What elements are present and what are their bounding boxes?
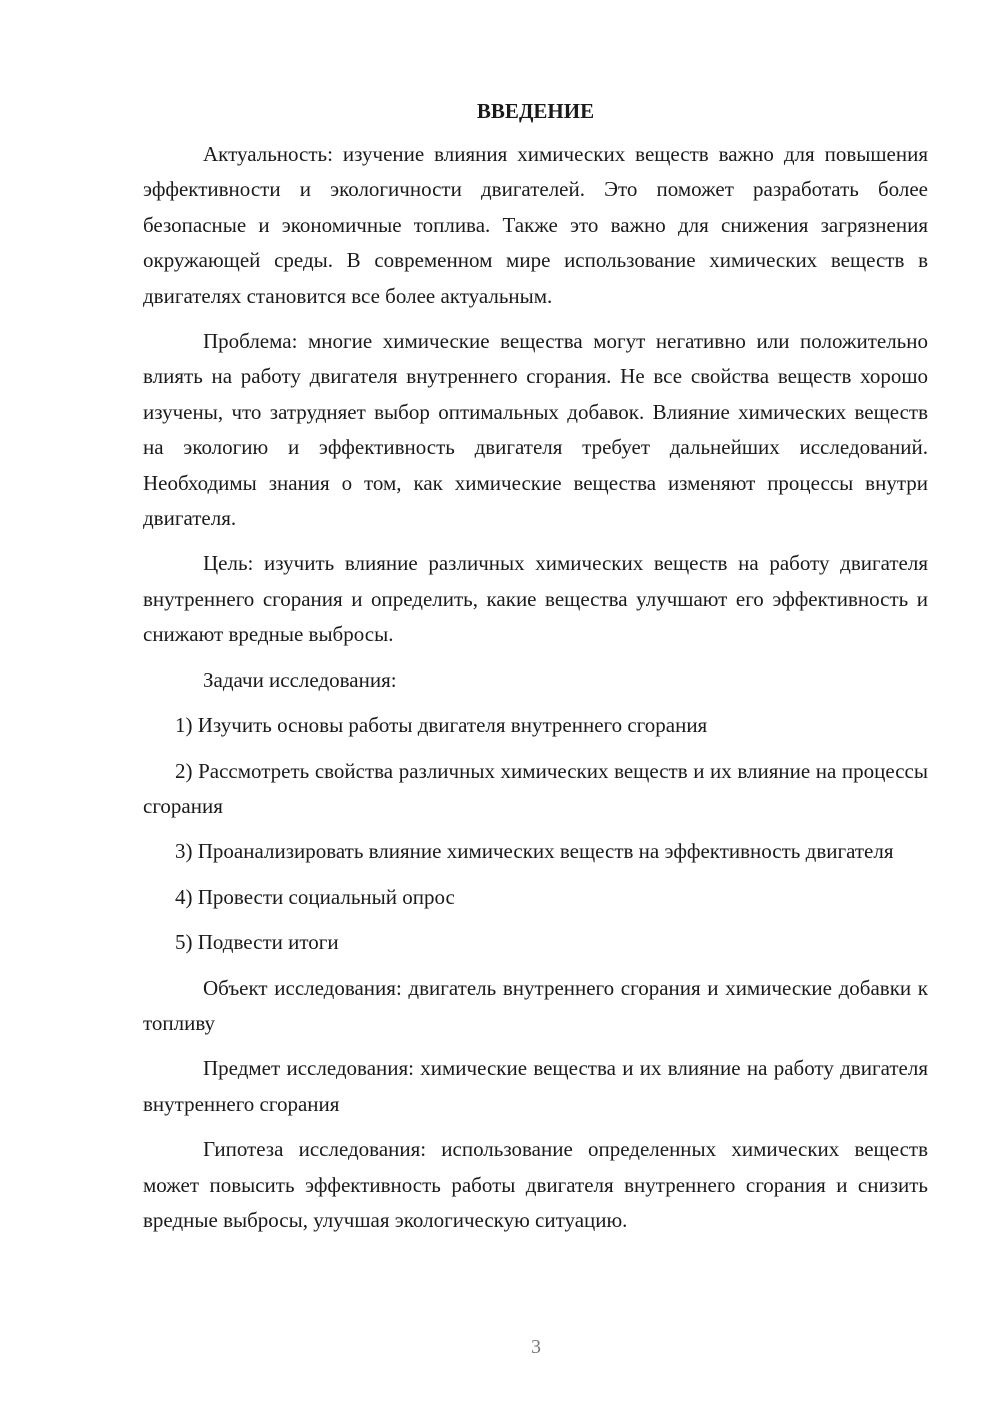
problem-paragraph: Проблема: многие химические вещества могут негативно или положительно влиять на работу двигателя внутреннего сгорания. Не все свойства веществ хорошо изучены, что затрудняет выбор оптимальных добавок. Влияние химических веществ на экологию и эффективность двигателя требует дальнейших исследований. Необходимы знания о том, как химические вещества изменяют процессы внутри двигателя. bbox=[143, 329, 928, 531]
page-content bbox=[143, 96, 928, 1248]
task-item-2: 2) Рассмотреть свойства различных химических веществ и их влияние на процессы сгорания bbox=[143, 758, 928, 818]
task-item-5: 5) Подвести итоги bbox=[175, 930, 339, 955]
subject-paragraph: Предмет исследования: химические вещества и их влияние на работу двигателя внутреннего сгорания bbox=[143, 1056, 928, 1116]
goal-paragraph: Цель: изучить влияние различных химических веществ на работу двигателя внутреннего сгорания и определить, какие вещества улучшают его эффективность и снижают вредные выбросы. bbox=[143, 551, 928, 647]
object-paragraph: Объект исследования: двигатель внутреннего сгорания и химические добавки к топливу bbox=[143, 975, 928, 1035]
hypothesis-paragraph: Гипотеза исследования: использование определенных химических веществ может повысить эффективность работы двигателя внутреннего сгорания и снизить вредные выбросы, улучшая экологическую ситуацию. bbox=[143, 1137, 928, 1232]
relevance-paragraph: Актуальность: изучение влияния химических веществ важно для повышения эффективности и экологичности двигателей. Это поможет разработать более безопасные и экономичные топлива. Также это важно для снижения загрязнения окружающей среды. В современном мире использование химических веществ в двигателях становится все более актуальным. bbox=[143, 142, 928, 308]
task-item-4: 4) Провести социальный опрос bbox=[175, 884, 455, 909]
task-item-1: 1) Изучить основы работы двигателя внутреннего сгорания bbox=[175, 713, 708, 738]
page-number: 3 bbox=[531, 1336, 541, 1358]
task-item-3: 3) Проанализировать влияние химических веществ на эффективность двигателя bbox=[175, 839, 894, 864]
tasks-heading: Задачи исследования: bbox=[203, 667, 397, 692]
section-heading: ВВЕДЕНИЕ bbox=[476, 99, 595, 123]
